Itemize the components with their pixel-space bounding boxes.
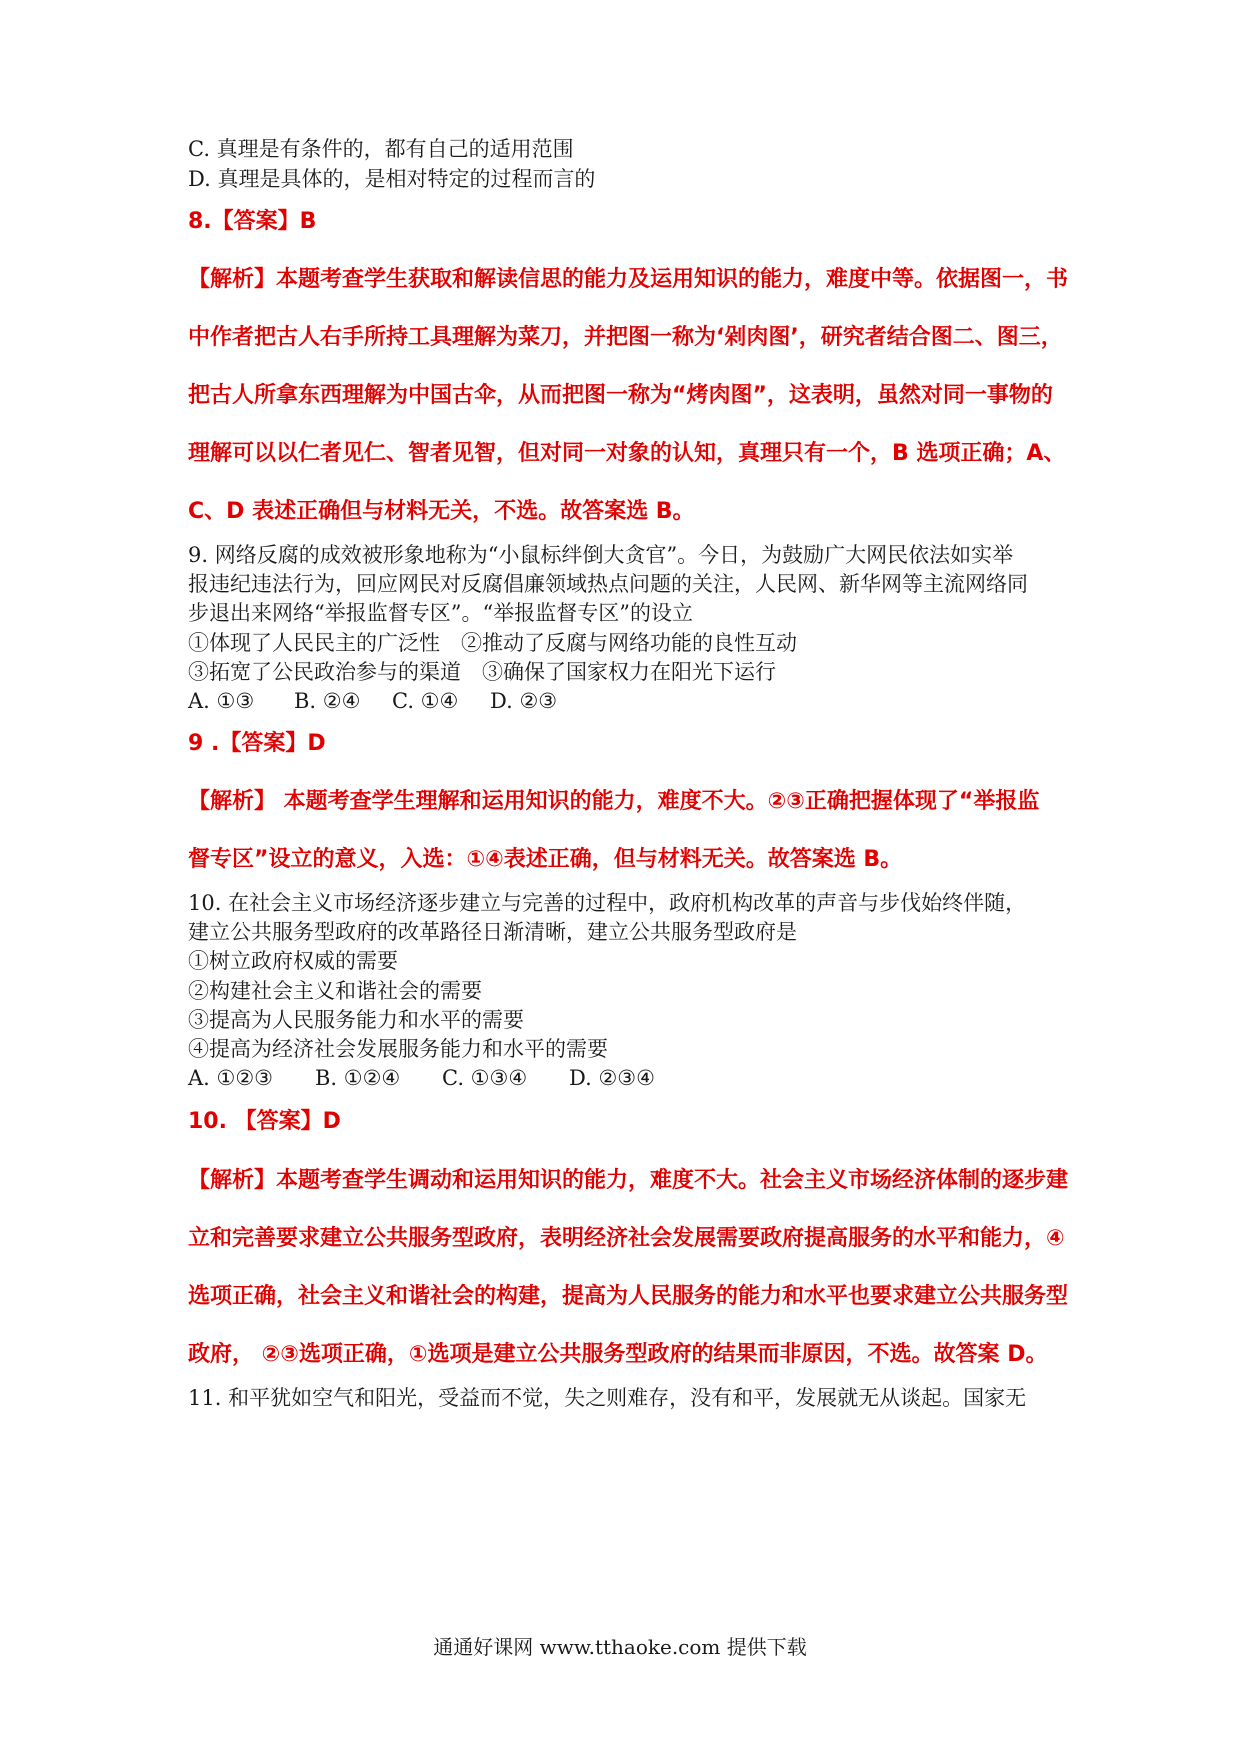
q9-option-a: A. ①③	[188, 689, 255, 713]
q9-stem-line-1: 9. 网络反腐的成效被形象地称为“小鼠标绊倒大贪官”。今日，为鼓励广大网民依法如实举	[188, 543, 1014, 567]
q9-stem-line-2: 报违纪违法行为，回应网民对反腐倡廉领域热点问题的关注，人民网、新华网等主流网络同	[188, 572, 1028, 596]
answer-10: 10. 【答案】D	[188, 1109, 341, 1134]
q7-option-d: D. 真理是具体的，是相对特定的过程而言的	[188, 167, 596, 191]
q10-item-4: ④提高为经济社会发展服务能力和水平的需要	[188, 1037, 608, 1061]
q10-stem-line-1: 10. 在社会主义市场经济逐步建立与完善的过程中，政府机构改革的声音与步伐始终伴随，	[188, 891, 1027, 915]
q7-option-c: C. 真理是有条件的，都有自己的适用范围	[188, 137, 574, 161]
q10-option-d: D. ②③④	[569, 1066, 655, 1090]
analysis-8-line-5: C、D 表述正确但与材料无关，不选。故答案选 B。	[188, 499, 695, 524]
answer-8: 8.【答案】B	[188, 209, 317, 234]
q9-items-line-1: ①体现了人民民主的广泛性 ②推动了反腐与网络功能的良性互动	[188, 631, 797, 655]
q9-option-b: B. ②④	[294, 689, 361, 713]
q9-options	[188, 691, 557, 712]
answer-9: 9 .【答案】D	[188, 731, 326, 756]
analysis-10-line-1: 【解析】本题考查学生调动和运用知识的能力，难度不大。社会主义市场经济体制的逐步建	[188, 1168, 1069, 1193]
analysis-10-line-2: 立和完善要求建立公共服务型政府，表明经济社会发展需要政府提高服务的水平和能力，④	[188, 1226, 1065, 1251]
q9-stem-line-3: 步退出来网络“举报监督专区”。“举报监督专区”的设立	[188, 601, 693, 625]
analysis-8-line-4: 理解可以以仁者见仁、智者见智，但对同一对象的认知，真理只有一个，B 选项正确；A、	[188, 441, 1066, 466]
q10-item-1: ①树立政府权威的需要	[188, 949, 398, 973]
analysis-10-line-4: 政府， ②③选项正确，①选项是建立公共服务型政府的结果而非原因，不选。故答案 D。	[188, 1342, 1048, 1367]
q10-item-2: ②构建社会主义和谐社会的需要	[188, 979, 482, 1003]
q10-options	[188, 1068, 655, 1089]
q10-stem-line-2: 建立公共服务型政府的改革路径日渐清晰，建立公共服务型政府是	[188, 920, 797, 944]
analysis-10-line-3: 选项正确，社会主义和谐社会的构建，提高为人民服务的能力和水平也要求建立公共服务型	[188, 1284, 1069, 1309]
analysis-8-line-2: 中作者把古人右手所持工具理解为菜刀，并把图一称为‘剁肉图’，研究者结合图二、图三，	[188, 325, 1063, 350]
q9-option-d: D. ②③	[490, 689, 558, 713]
q9-option-c: C. ①④	[392, 689, 459, 713]
analysis-9-line-2: 督专区”设立的意义，入选：①④表述正确，但与材料无关。故答案选 B。	[188, 847, 903, 872]
analysis-8-line-3: 把古人所拿东西理解为中国古伞，从而把图一称为“烤肉图”，这表明，虽然对同一事物的	[188, 383, 1053, 408]
q9-items-line-2: ③拓宽了公民政治参与的渠道 ③确保了国家权力在阳光下运行	[188, 660, 776, 684]
q10-option-a: A. ①②③	[188, 1066, 273, 1090]
q11-stem-line-1: 11. 和平犹如空气和阳光，受益而不觉，失之则难存，没有和平，发展就无从谈起。国家无	[188, 1386, 1027, 1410]
q10-option-c: C. ①③④	[442, 1066, 528, 1090]
analysis-8-line-1: 【解析】本题考查学生获取和解读信思的能力及运用知识的能力，难度中等。依据图一，书	[188, 267, 1069, 292]
page-footer: 通通好课网 www.tthaoke.com 提供下载	[433, 1635, 807, 1659]
analysis-9-line-1: 【解析】 本题考查学生理解和运用知识的能力，难度不大。②③正确把握体现了“举报监	[188, 789, 1040, 814]
q10-option-b: B. ①②④	[315, 1066, 401, 1090]
q10-item-3: ③提高为人民服务能力和水平的需要	[188, 1008, 524, 1032]
